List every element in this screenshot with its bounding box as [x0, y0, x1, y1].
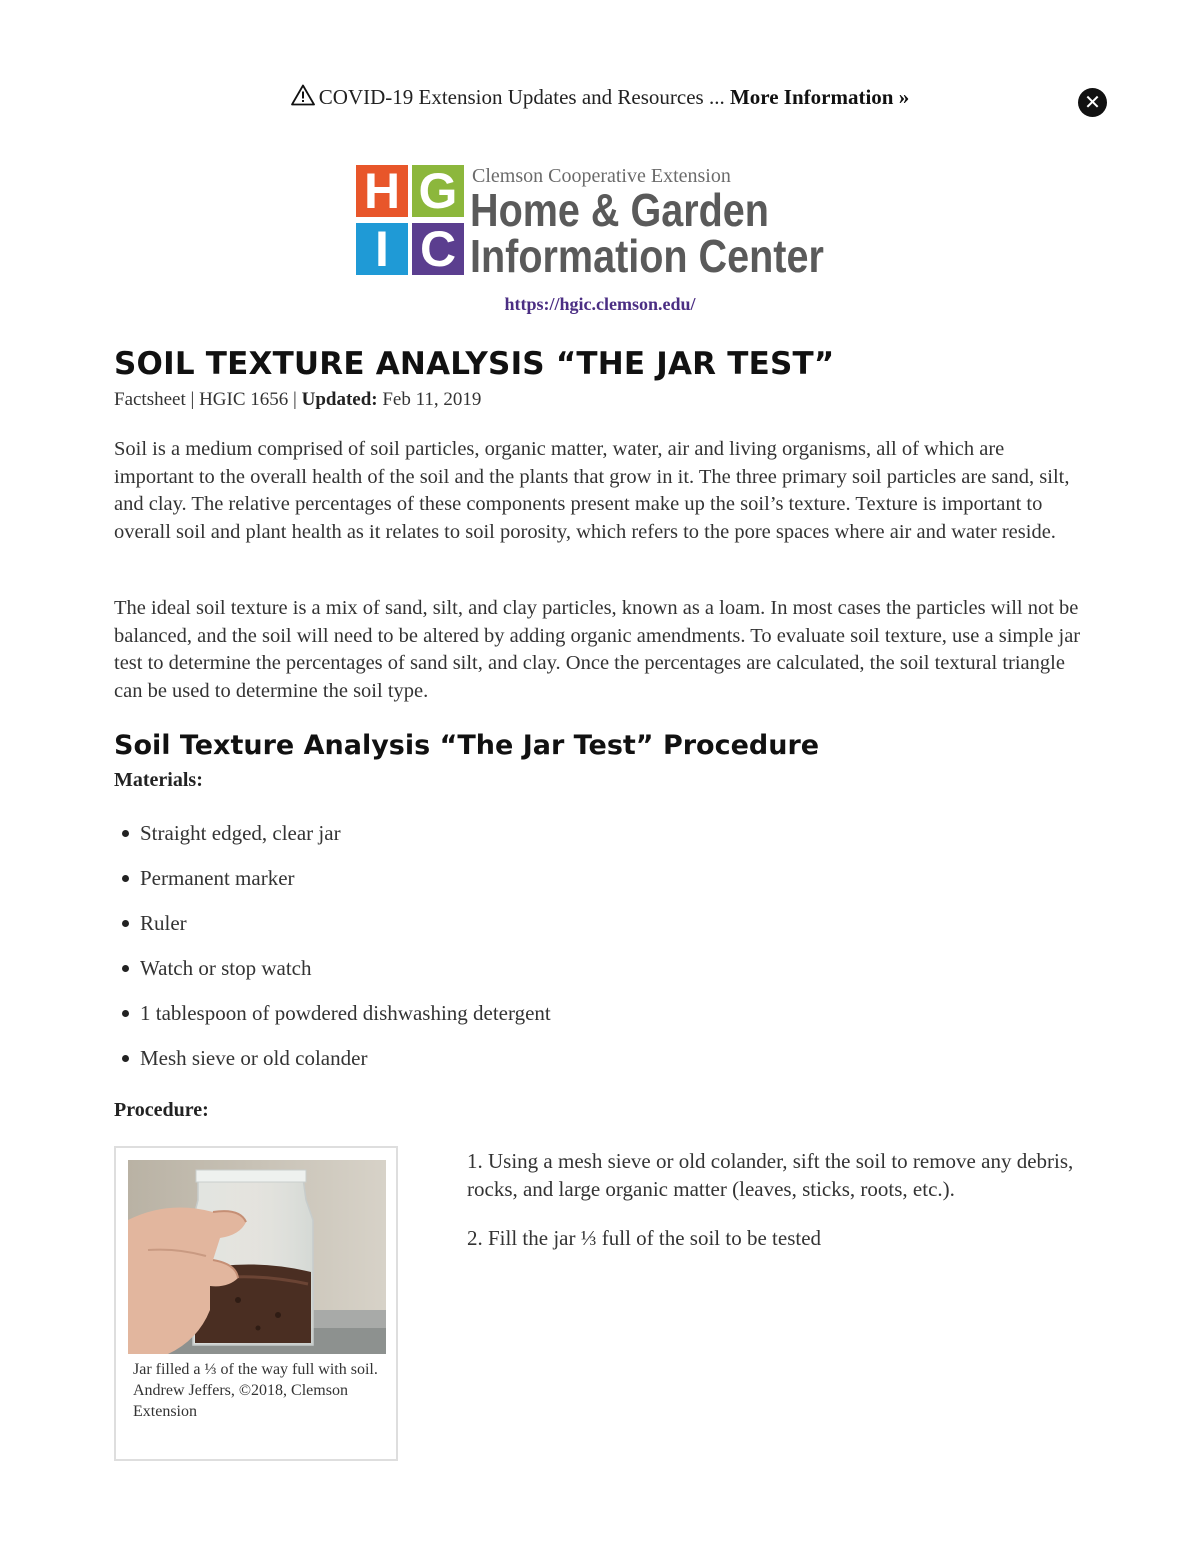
- covid-alert-bar: [0, 80, 1200, 116]
- logo-org-name: Clemson Cooperative Extension: [472, 165, 731, 187]
- meta-type: Factsheet: [114, 389, 186, 410]
- intro-paragraph-1: Soil is a medium comprised of soil particles, organic matter, water, air and living organisms, all of which are important to the overall health of the soil and the plants that grow in it. The three primary soil particles are sand, silt, and clay. The relative percentages of these components present make up the soil’s texture. Texture is important to overall soil and plant health as it relates to soil porosity, which refers to the pore spaces where air and water reside.: [114, 438, 1070, 543]
- material-text: Mesh sieve or old colander: [140, 1046, 368, 1070]
- jar-photo[interactable]: [128, 1160, 386, 1354]
- material-text: Permanent marker: [140, 866, 295, 890]
- figure-caption: [133, 1359, 383, 1422]
- more-information-link[interactable]: More Information »: [729, 85, 910, 109]
- logo-tile-c: C: [412, 223, 464, 275]
- meta-code: HGIC 1656: [199, 389, 289, 410]
- bullet-icon: [122, 965, 129, 972]
- meta-updated-label: Updated:: [301, 389, 378, 410]
- logo-line-1: Home & Garden: [470, 184, 769, 236]
- logo-tile-g: G: [412, 165, 464, 217]
- close-alert-button[interactable]: [1078, 88, 1107, 117]
- materials-list: [118, 818, 551, 1088]
- list-item: [118, 818, 551, 863]
- material-text: 1 tablespoon of powdered dishwashing detergent: [140, 1001, 551, 1025]
- procedure-step-2: 2. Fill the jar ⅓ full of the soil to be tested: [467, 1226, 822, 1250]
- site-url-link[interactable]: https://hgic.clemson.edu/: [504, 294, 696, 314]
- page-title: SOIL TEXTURE ANALYSIS “THE JAR TEST”: [114, 346, 835, 382]
- figure-jar-photo: [114, 1146, 398, 1461]
- logo-tile-h: H: [356, 165, 408, 217]
- procedure-steps: [467, 1148, 1097, 1275]
- materials-label: Materials:: [114, 769, 203, 791]
- list-item: [118, 998, 551, 1043]
- warning-icon: [291, 84, 315, 110]
- alert-text: [0, 84, 1200, 110]
- caption-text: Jar filled a ⅓ of the way full with soil.: [133, 1361, 378, 1378]
- bullet-icon: [122, 1010, 129, 1017]
- caption-credit: Andrew Jeffers, ©2018, Clemson Extension: [133, 1382, 348, 1420]
- list-item: [118, 953, 551, 998]
- close-icon: ✕: [1084, 90, 1101, 114]
- procedure-step-1: 1. Using a mesh sieve or old colander, sift the soil to remove any debris, rocks, and large organic matter (leaves, sticks, roots, etc.).: [467, 1149, 1074, 1201]
- material-text: Straight edged, clear jar: [140, 821, 341, 845]
- logo-line-2: Information Center: [470, 230, 824, 282]
- article-meta: Factsheet | HGIC 1656 | Updated: Feb 11, 2019: [114, 389, 482, 410]
- bullet-icon: [122, 830, 129, 837]
- section-title: Soil Texture Analysis “The Jar Test” Procedure: [114, 730, 820, 761]
- bullet-icon: [122, 1055, 129, 1062]
- material-text: Ruler: [140, 911, 187, 935]
- list-item: [118, 1043, 551, 1088]
- procedure-label: Procedure:: [114, 1099, 209, 1121]
- list-item: [118, 863, 551, 908]
- material-text: Watch or stop watch: [140, 956, 312, 980]
- meta-updated-date: Feb 11, 2019: [382, 389, 482, 410]
- alert-message: COVID-19 Extension Updates and Resources ...: [318, 85, 725, 109]
- bullet-icon: [122, 875, 129, 882]
- logo-tile-i: I: [356, 223, 408, 275]
- intro-paragraph-2: The ideal soil texture is a mix of sand, silt, and clay particles, known as a loam. In most cases the particles will not be balanced, and the soil will need to be altered by adding organic amendments. To evaluate soil texture, use a simple jar test to determine the percentages of sand silt, and clay. Once the percentages are calculated, the soil textural triangle can be used to determine the soil type.: [114, 597, 1081, 702]
- list-item: [118, 908, 551, 953]
- hgic-logo[interactable]: [356, 165, 846, 280]
- bullet-icon: [122, 920, 129, 927]
